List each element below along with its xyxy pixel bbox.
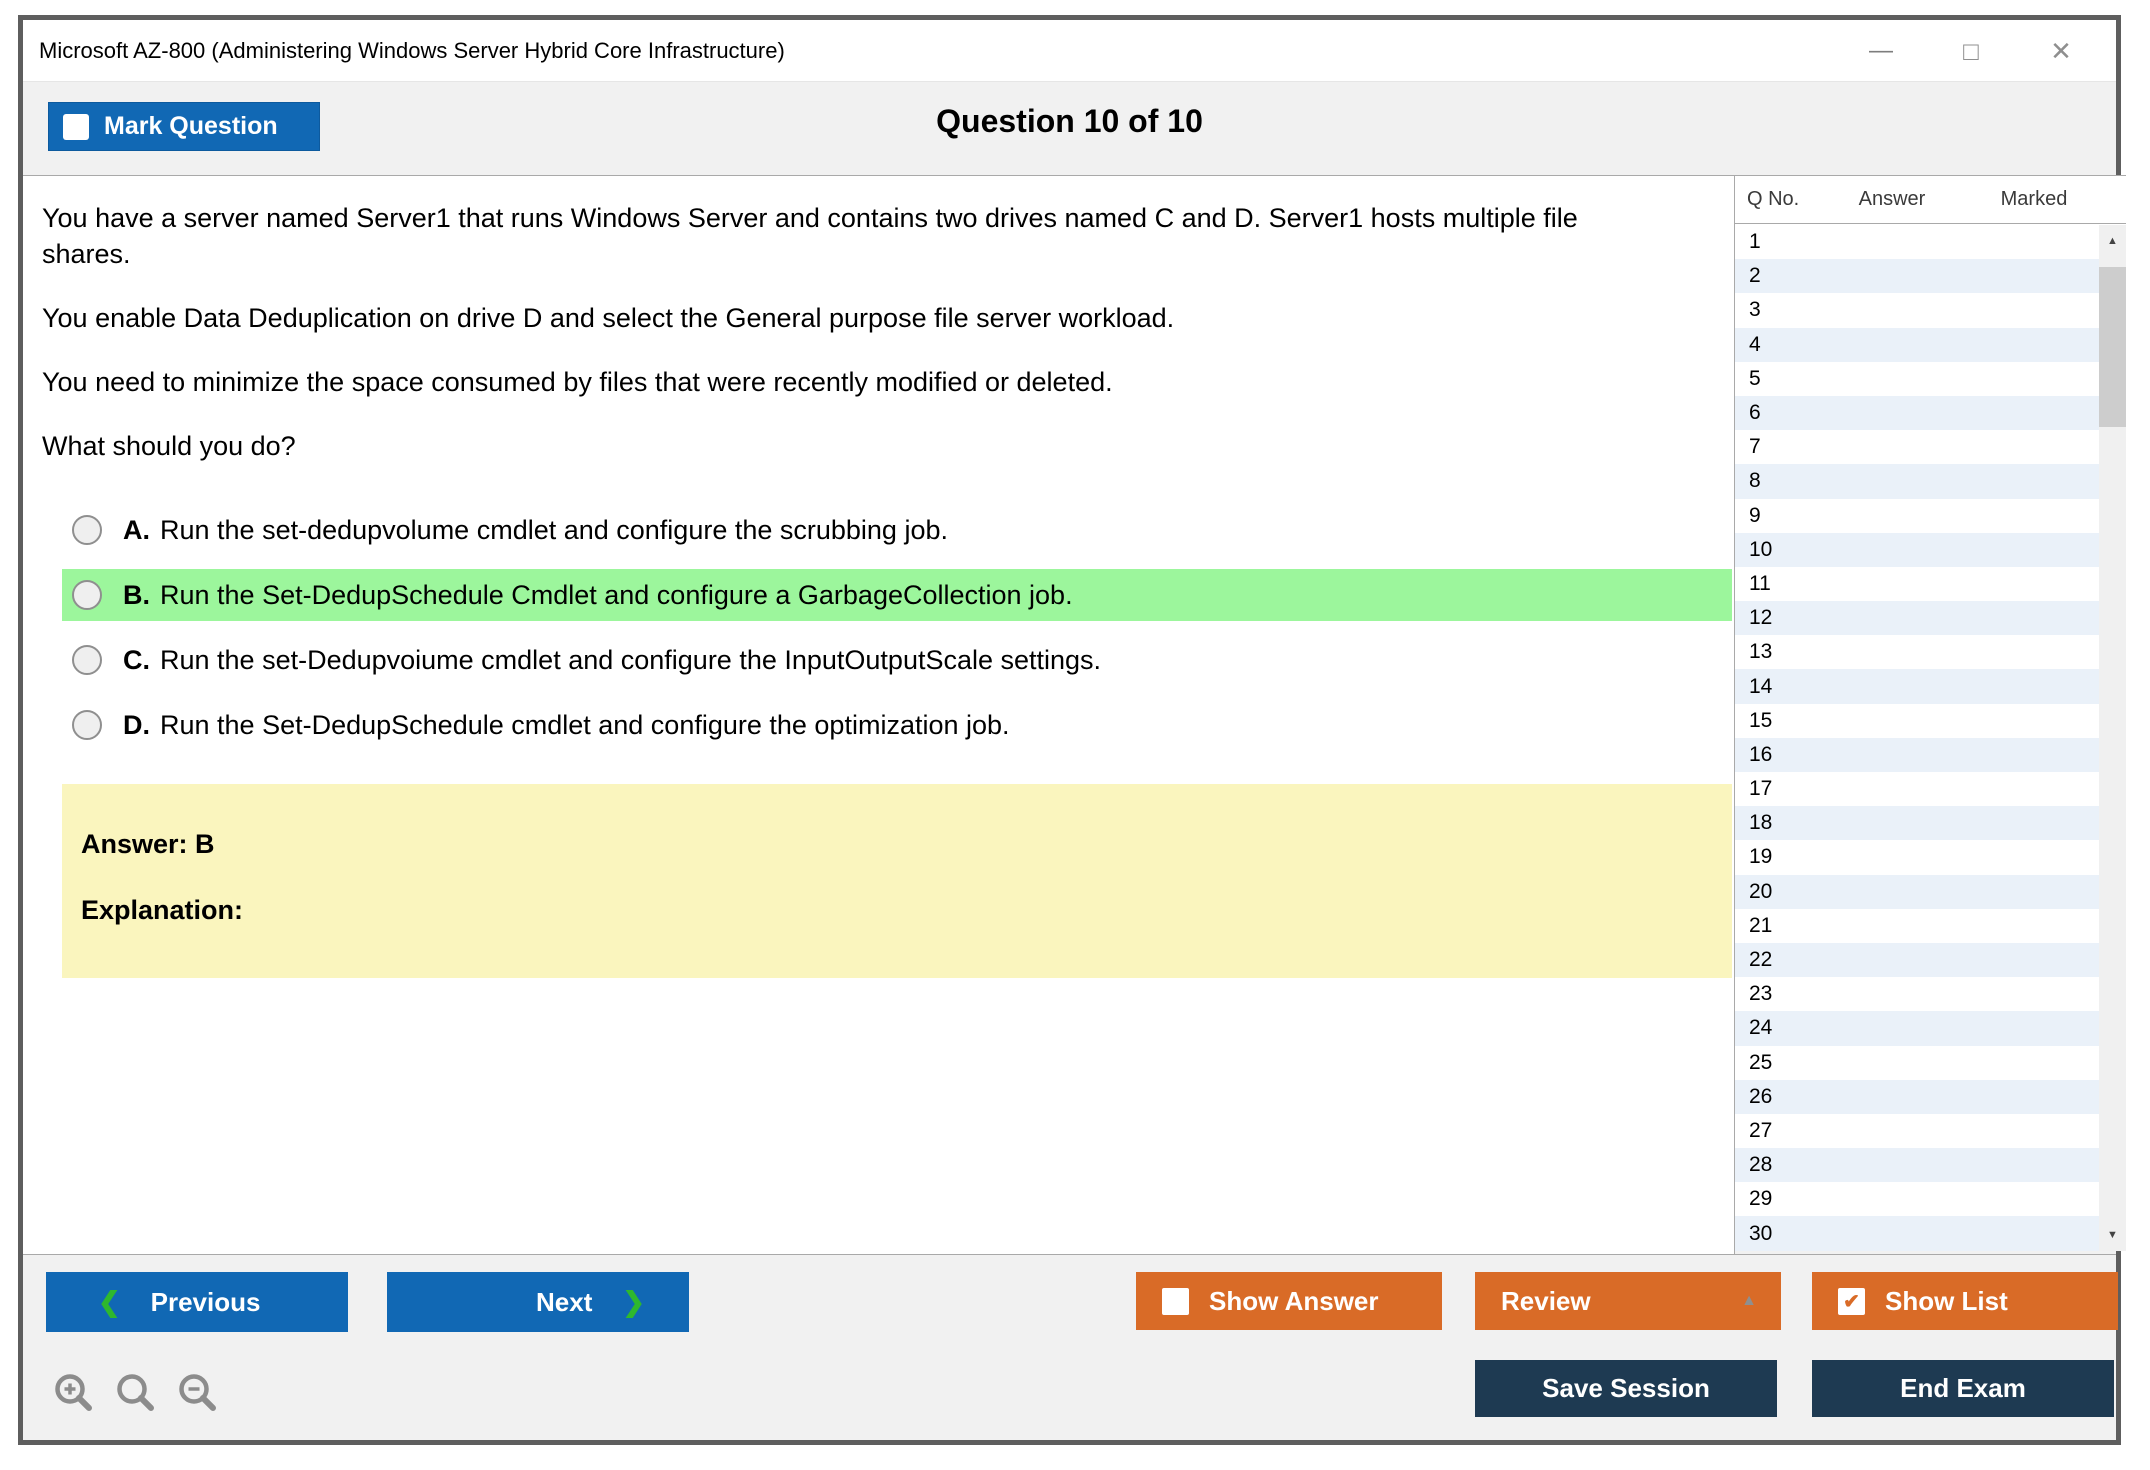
question-number: 26 <box>1749 1084 1773 1108</box>
question-number: 15 <box>1749 708 1773 732</box>
question-list-row[interactable] <box>1735 396 2099 430</box>
question-number: 24 <box>1749 1016 1773 1040</box>
question-list-row[interactable] <box>1735 909 2099 943</box>
question-list-row[interactable] <box>1735 293 2099 327</box>
question-list-row[interactable] <box>1735 225 2099 259</box>
question-list-row[interactable] <box>1735 1046 2099 1080</box>
chevron-left-icon: ❮ <box>98 1286 121 1317</box>
question-number: 17 <box>1749 777 1773 801</box>
question-number: 2 <box>1749 264 1761 288</box>
end-exam-button[interactable] <box>1812 1360 2114 1417</box>
exam-window <box>18 15 2121 1445</box>
zoom-reset-icon[interactable] <box>113 1371 159 1417</box>
option-text: Run the Set-DedupSchedule Cmdlet and configure a GarbageCollection job. <box>160 579 1073 610</box>
option-text: Run the set-Dedupvoiume cmdlet and configure the InputOutputScale settings. <box>160 644 1102 675</box>
zoom-out-icon[interactable] <box>175 1371 221 1417</box>
question-list-row[interactable] <box>1735 669 2099 703</box>
end-exam-label: End Exam <box>1900 1373 2026 1403</box>
zoom-in-icon[interactable] <box>51 1371 97 1417</box>
question-number: 23 <box>1749 982 1773 1006</box>
option-text: Run the Set-DedupSchedule cmdlet and configure the optimization job. <box>160 709 1010 740</box>
question-number: 1 <box>1749 230 1761 254</box>
minimize-icon[interactable]: — <box>1869 37 1893 64</box>
question-list-row[interactable] <box>1735 1114 2099 1148</box>
column-answer: Answer <box>1858 188 1926 210</box>
question-number: 13 <box>1749 640 1773 664</box>
header-bar <box>23 83 2116 175</box>
question-number: 22 <box>1749 948 1773 972</box>
review-label: Review <box>1501 1285 1591 1316</box>
answer-option[interactable] <box>62 569 1732 621</box>
window-title: Microsoft AZ-800 (Administering Windows Server Hybrid Core Infrastructure) <box>39 38 785 63</box>
question-list-row[interactable] <box>1735 1080 2099 1114</box>
options-list <box>62 504 1732 751</box>
option-text: Run the set-dedupvolume cmdlet and configure the scrubbing job. <box>160 514 948 545</box>
zoom-controls <box>51 1371 221 1417</box>
title-bar <box>23 20 2116 82</box>
question-number: 5 <box>1749 366 1761 390</box>
radio-button[interactable] <box>72 710 102 740</box>
question-number: 25 <box>1749 1050 1773 1074</box>
caret-up-icon: ▲ <box>1741 1292 1757 1309</box>
question-list-header <box>1735 176 2126 224</box>
question-paragraph: You enable Data Deduplication on drive D and select the General purpose file server workload. <box>42 303 1175 333</box>
answer-box <box>62 784 1732 978</box>
question-list-row[interactable] <box>1735 362 2099 396</box>
previous-button[interactable] <box>46 1272 348 1332</box>
window-controls <box>1836 20 2106 82</box>
question-list-row[interactable] <box>1735 738 2099 772</box>
show-answer-button[interactable] <box>1136 1272 1442 1330</box>
review-button[interactable] <box>1475 1272 1781 1330</box>
answer-option[interactable] <box>62 504 1732 556</box>
show-list-label: Show List <box>1885 1285 2008 1316</box>
question-paragraph: You have a server named Server1 that runs Windows Server and contains two drives named C and D. Server1 hosts multiple file shares. <box>42 203 1578 269</box>
bottom-toolbar <box>23 1254 2116 1440</box>
option-letter: B. <box>123 579 150 610</box>
answer-label: Answer: B <box>81 829 215 859</box>
answer-option[interactable] <box>62 634 1732 686</box>
question-number: 12 <box>1749 606 1773 630</box>
radio-button[interactable] <box>72 515 102 545</box>
question-list-row[interactable] <box>1735 806 2099 840</box>
radio-button[interactable] <box>72 580 102 610</box>
option-letter: D. <box>123 709 150 740</box>
show-list-button[interactable] <box>1812 1272 2118 1330</box>
question-list-row[interactable] <box>1735 1148 2099 1182</box>
question-number: 20 <box>1749 879 1773 903</box>
question-list-row[interactable] <box>1735 635 2099 669</box>
question-number: 6 <box>1749 401 1761 425</box>
next-label: Next <box>536 1286 593 1317</box>
question-number: 14 <box>1749 674 1773 698</box>
question-list-row[interactable] <box>1735 430 2099 464</box>
question-paragraph: You need to minimize the space consumed by files that were recently modified or deleted. <box>42 367 1113 397</box>
previous-label: Previous <box>150 1286 261 1317</box>
scroll-up-icon[interactable]: ▲ <box>2107 235 2118 247</box>
show-answer-checkbox <box>1162 1288 1189 1315</box>
option-letter: A. <box>123 514 150 545</box>
question-number: 29 <box>1749 1187 1773 1211</box>
question-list-row[interactable] <box>1735 875 2099 909</box>
question-list-row[interactable] <box>1735 977 2099 1011</box>
question-list-row[interactable] <box>1735 704 2099 738</box>
save-session-label: Save Session <box>1542 1373 1710 1403</box>
scrollbar-thumb[interactable] <box>2099 267 2126 427</box>
show-answer-label: Show Answer <box>1209 1285 1379 1316</box>
question-number: 8 <box>1749 469 1761 493</box>
close-icon[interactable]: ✕ <box>2050 35 2072 66</box>
question-list-row[interactable] <box>1735 943 2099 977</box>
question-list-row[interactable] <box>1735 1216 2099 1250</box>
question-list-row[interactable] <box>1735 840 2099 874</box>
answer-option[interactable] <box>62 699 1732 751</box>
question-number: 16 <box>1749 742 1773 766</box>
question-list-panel <box>1735 175 2126 1251</box>
next-button[interactable] <box>387 1272 689 1332</box>
question-number: 27 <box>1749 1118 1773 1142</box>
question-number: 18 <box>1749 811 1773 835</box>
question-number: 19 <box>1749 845 1773 869</box>
question-number: 11 <box>1749 571 1771 595</box>
explanation-label: Explanation: <box>81 895 244 925</box>
question-panel <box>23 175 1735 1254</box>
scroll-down-icon[interactable]: ▼ <box>2107 1229 2118 1241</box>
radio-button[interactable] <box>72 645 102 675</box>
column-marked: Marked <box>2000 188 2068 210</box>
maximize-icon[interactable]: □ <box>1963 35 1979 66</box>
chevron-right-icon: ❯ <box>622 1286 645 1317</box>
question-list-row[interactable] <box>1735 1182 2099 1216</box>
option-letter: C. <box>123 644 150 675</box>
question-list-row[interactable] <box>1735 533 2099 567</box>
question-number: 3 <box>1749 298 1761 322</box>
question-number: 21 <box>1749 913 1773 937</box>
question-list-scrollbar[interactable] <box>2099 225 2126 1251</box>
save-session-button[interactable] <box>1475 1360 1777 1417</box>
question-paragraph: What should you do? <box>42 431 296 461</box>
column-q-no: Q No. <box>1747 188 1800 210</box>
question-list-row[interactable] <box>1735 499 2099 533</box>
question-number: 10 <box>1749 537 1773 561</box>
question-list-row[interactable] <box>1735 259 2099 293</box>
question-number: 30 <box>1749 1221 1773 1245</box>
question-number: 28 <box>1749 1153 1773 1177</box>
question-number: 9 <box>1749 503 1761 527</box>
question-list-row[interactable] <box>1735 567 2099 601</box>
question-list-row[interactable] <box>1735 1011 2099 1045</box>
question-list <box>1735 225 2099 1251</box>
question-counter: Question 10 of 10 <box>936 103 1203 139</box>
question-list-row[interactable] <box>1735 601 2099 635</box>
show-list-checkbox: ✔ <box>1838 1288 1865 1315</box>
mark-question-label: Mark Question <box>104 112 278 140</box>
question-list-row[interactable] <box>1735 464 2099 498</box>
question-list-row[interactable] <box>1735 328 2099 362</box>
question-list-row[interactable] <box>1735 772 2099 806</box>
question-number: 4 <box>1749 332 1761 356</box>
question-number: 7 <box>1749 435 1761 459</box>
